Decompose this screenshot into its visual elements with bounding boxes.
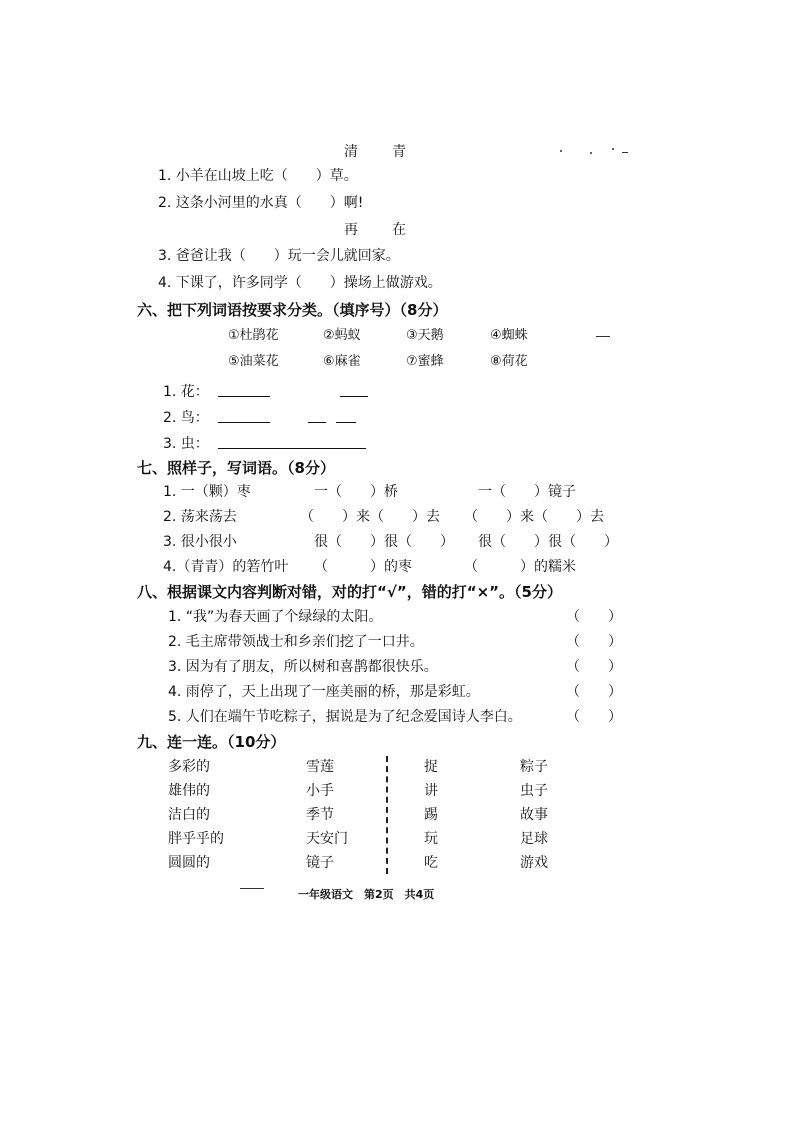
scan-speck [590, 152, 592, 154]
match-verb-item[interactable]: 踢 [424, 807, 438, 823]
answer-paren[interactable]: （ ） [566, 684, 622, 700]
match-verb-item[interactable]: 吃 [424, 855, 438, 871]
page-footer: 一年级语文 第2页 共4页 [298, 888, 435, 901]
answer-paren[interactable]: （ ） [566, 709, 622, 725]
match-left-item[interactable]: 多彩的 [168, 759, 210, 775]
example-word: 1. 一（颗）枣 [163, 484, 251, 500]
scan-speck [560, 150, 562, 152]
example-word: 4.（青青）的箬竹叶 [163, 559, 289, 575]
match-verb-item[interactable]: 玩 [424, 831, 438, 847]
scan-speck [622, 152, 628, 153]
option-item: ⑦蜜蜂 [406, 354, 444, 369]
category-label: 3. 虫： [163, 436, 209, 452]
option-item: ②蚂蚁 [323, 328, 361, 343]
fill-blank[interactable]: （ ）的糯米 [464, 559, 576, 575]
section-title: 九、连一连。（10分） [137, 733, 286, 751]
fill-blank[interactable]: 一（ ）镜子 [478, 484, 576, 500]
fill-blank[interactable]: 很（ ）很（ ） [478, 534, 618, 550]
dashed-divider [386, 756, 388, 874]
sentence: 3. 爸爸让我（ ）玩一会儿就回家。 [158, 248, 400, 264]
option-item: ③天鹅 [406, 328, 444, 343]
match-right-item[interactable]: 雪莲 [306, 759, 334, 775]
word-pair-1 [344, 142, 440, 162]
option-item: ⑧荷花 [490, 354, 528, 369]
sentence: 1. 小羊在山坡上吃（ ）草。 [158, 168, 358, 184]
answer-paren[interactable]: （ ） [566, 634, 622, 650]
match-noun-item[interactable]: 粽子 [520, 759, 548, 775]
section-title: 六、把下列词语按要求分类。（填序号）（8分） [137, 301, 448, 319]
match-verb-item[interactable]: 捉 [424, 759, 438, 775]
scan-speck [240, 888, 264, 889]
match-noun-item[interactable]: 故事 [520, 807, 548, 823]
example-word: 3. 很小很小 [163, 534, 237, 550]
option-item: ④蜘蛛 [490, 328, 528, 343]
match-left-item[interactable]: 圆圆的 [168, 855, 210, 871]
answer-line[interactable] [218, 382, 368, 403]
word-option: 清 [344, 144, 358, 160]
word-pair-2 [344, 220, 440, 240]
match-left-item[interactable]: 胖乎乎的 [168, 831, 224, 847]
match-noun-item[interactable]: 足球 [520, 831, 548, 847]
fill-blank[interactable]: （ ）的枣 [314, 559, 412, 575]
judge-item: 3. 因为有了朋友，所以树和喜鹊都很快乐。 [168, 659, 438, 675]
match-left-item[interactable]: 雄伟的 [168, 783, 210, 799]
sentence: 2. 这条小河里的水真（ ）啊! [158, 195, 364, 211]
answer-paren[interactable]: （ ） [566, 659, 622, 675]
word-option: 青 [392, 144, 406, 160]
fill-blank[interactable]: （ ）来（ ）去 [300, 509, 440, 525]
answer-line[interactable] [218, 434, 366, 455]
section-title: 八、根据课文内容判断对错，对的打“√”，错的打“×”。（5分） [137, 583, 562, 601]
category-label: 2. 鸟： [163, 410, 209, 426]
match-left-item[interactable]: 洁白的 [168, 807, 210, 823]
scan-speck [596, 336, 610, 337]
judge-item: 1. “我”为春天画了个绿绿的太阳。 [168, 609, 383, 625]
section-title: 七、照样子，写词语。（8分） [137, 459, 335, 477]
fill-blank[interactable]: 一（ ）桥 [314, 484, 398, 500]
word-option: 再 [344, 222, 358, 238]
option-item: ①杜鹃花 [228, 328, 279, 343]
answer-paren[interactable]: （ ） [566, 609, 622, 625]
option-item: ⑤油菜花 [228, 354, 279, 369]
match-noun-item[interactable]: 游戏 [520, 855, 548, 871]
word-option: 在 [392, 222, 406, 238]
example-word: 2. 荡来荡去 [163, 509, 237, 525]
judge-item: 4. 雨停了，天上出现了一座美丽的桥，那是彩虹。 [168, 684, 480, 700]
match-right-item[interactable]: 天安门 [306, 831, 348, 847]
match-right-item[interactable]: 镜子 [306, 855, 334, 871]
judge-item: 5. 人们在端午节吃粽子，据说是为了纪念爱国诗人李白。 [168, 709, 522, 725]
match-right-item[interactable]: 小手 [306, 783, 334, 799]
fill-blank[interactable]: 很（ ）很（ ） [314, 534, 454, 550]
judge-item: 2. 毛主席带领战士和乡亲们挖了一口井。 [168, 634, 424, 650]
sentence: 4. 下课了，许多同学（ ）操场上做游戏。 [158, 275, 442, 291]
match-verb-item[interactable]: 讲 [424, 783, 438, 799]
scan-speck [612, 148, 614, 150]
fill-blank[interactable]: （ ）来（ ）去 [464, 509, 604, 525]
answer-line[interactable] [218, 408, 356, 429]
option-item: ⑥麻雀 [323, 354, 361, 369]
category-label: 1. 花： [163, 384, 209, 400]
match-noun-item[interactable]: 虫子 [520, 783, 548, 799]
match-right-item[interactable]: 季节 [306, 807, 334, 823]
